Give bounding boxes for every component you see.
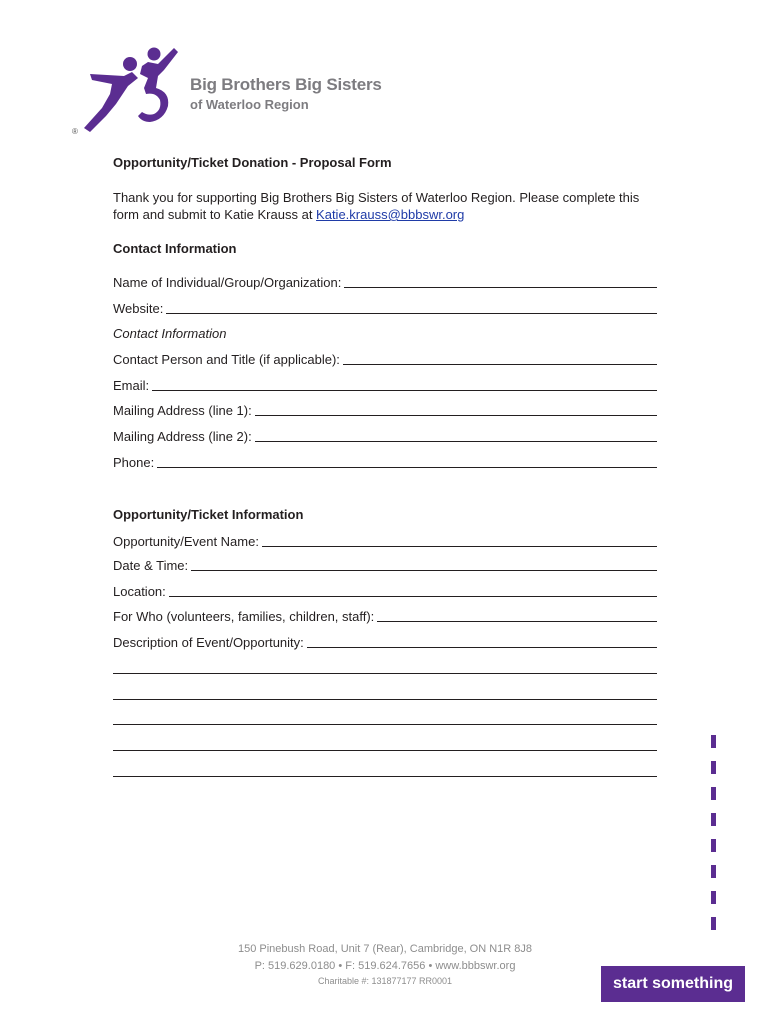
date-time-label: Date & Time: — [113, 558, 189, 573]
decorative-dash — [711, 813, 716, 826]
organization-logo — [72, 42, 432, 142]
decorative-dash — [711, 735, 716, 748]
organization-label: Name of Individual/Group/Organization: — [113, 275, 342, 290]
footer-address: 150 Pinebush Road, Unit 7 (Rear), Cambridge, ON N1R 8J8 — [237, 943, 533, 955]
location-input-line[interactable] — [169, 595, 657, 597]
email-label: Email: — [113, 378, 150, 393]
decorative-dash — [711, 839, 716, 852]
decorative-dash — [711, 891, 716, 904]
address-line2-field[interactable] — [113, 426, 657, 444]
website-input-line[interactable] — [166, 312, 657, 314]
description-blank-line[interactable] — [113, 724, 657, 725]
phone-label: Phone: — [113, 455, 155, 470]
event-name-field[interactable] — [113, 531, 657, 549]
contact-section-heading: Contact Information — [113, 241, 237, 256]
address-line2-input-line[interactable] — [255, 440, 657, 442]
for-who-input-line[interactable] — [377, 620, 657, 622]
for-who-label: For Who (volunteers, families, children, staff): — [113, 609, 375, 624]
email-input-line[interactable] — [152, 389, 657, 391]
contact-person-input-line[interactable] — [343, 363, 657, 365]
intro-text: Thank you for supporting Big Brothers Big Sisters of Waterloo Region. Please complete this form and submit to Katie Krauss at — [113, 190, 640, 222]
location-field[interactable] — [113, 581, 657, 599]
description-blank-line[interactable] — [113, 750, 657, 751]
email-link[interactable]: Katie.krauss@bbbswr.org — [316, 207, 465, 222]
opportunity-section-heading: Opportunity/Ticket Information — [113, 507, 304, 522]
address-line1-input-line[interactable] — [255, 414, 657, 416]
website-field[interactable] — [113, 298, 657, 316]
decorative-dash — [711, 761, 716, 774]
contact-person-field[interactable] — [113, 349, 657, 367]
contact-person-label: Contact Person and Title (if applicable): — [113, 352, 340, 367]
description-input-line[interactable] — [307, 646, 657, 648]
organization-subtitle: of Waterloo Region — [190, 97, 309, 112]
phone-field[interactable] — [113, 452, 657, 470]
description-label: Description of Event/Opportunity: — [113, 635, 304, 650]
organization-input-line[interactable] — [344, 286, 657, 288]
event-name-input-line[interactable] — [262, 545, 657, 547]
description-blank-line[interactable] — [113, 776, 657, 777]
footer-charitable-number: Charitable #: 131877177 RR0001 — [317, 976, 453, 986]
registered-mark: ® — [72, 127, 78, 136]
bbbs-figures-icon — [72, 42, 182, 137]
email-field[interactable] — [113, 375, 657, 393]
date-time-input-line[interactable] — [191, 569, 657, 571]
description-blank-line[interactable] — [113, 699, 657, 700]
form-title: Opportunity/Ticket Donation - Proposal Form — [113, 155, 392, 170]
contact-subheading: Contact Information — [113, 326, 227, 341]
date-time-field[interactable] — [113, 555, 657, 573]
decorative-dash — [711, 787, 716, 800]
start-something-badge: start something — [601, 966, 745, 1002]
organization-field[interactable] — [113, 272, 657, 290]
footer-contact: P: 519.629.0180 • F: 519.624.7656 • www.bbbswr.org — [254, 960, 516, 972]
phone-input-line[interactable] — [157, 466, 657, 468]
decorative-dash — [711, 865, 716, 878]
location-label: Location: — [113, 584, 166, 599]
description-blank-line[interactable] — [113, 673, 657, 674]
description-field[interactable] — [113, 632, 657, 650]
address-line2-label: Mailing Address (line 2): — [113, 429, 252, 444]
decorative-dash — [711, 917, 716, 930]
address-line1-field[interactable] — [113, 400, 657, 418]
organization-name: Big Brothers Big Sisters — [190, 75, 382, 94]
website-label: Website: — [113, 301, 164, 316]
intro-paragraph — [113, 189, 653, 223]
address-line1-label: Mailing Address (line 1): — [113, 403, 252, 418]
for-who-field[interactable] — [113, 606, 657, 624]
event-name-label: Opportunity/Event Name: — [113, 534, 259, 549]
